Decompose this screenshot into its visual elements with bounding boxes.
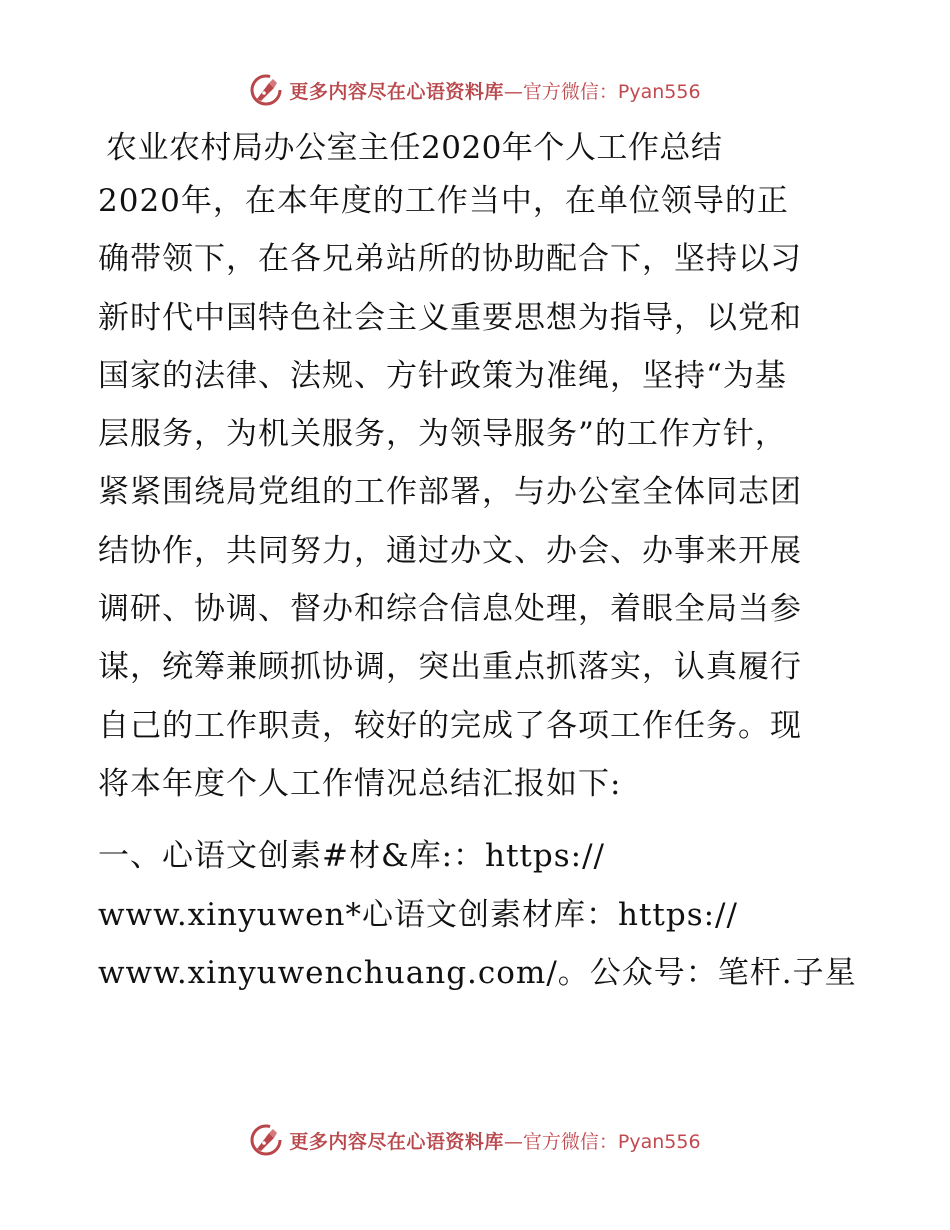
paragraph-line: 层服务，为机关服务，为领导服务”的工作方针， bbox=[98, 416, 787, 453]
section-line: www.xinyuwenchuang.com/。公众号：笔杆.子星 bbox=[98, 954, 857, 991]
pen-nib-logo-icon bbox=[249, 1123, 283, 1157]
paragraph-line: 将本年度个人工作情况总结汇报如下: bbox=[98, 765, 622, 802]
banner-site-text: 更多内容尽在心语资料库 bbox=[289, 80, 504, 103]
section-line: www.xinyuwen*心语文创素材库：https:// bbox=[98, 896, 738, 933]
document-body bbox=[98, 172, 858, 1002]
pen-nib-logo-icon bbox=[249, 73, 283, 107]
paragraph-line: 确带领下，在各兄弟站所的协助配合下，坚持以习 bbox=[98, 241, 802, 278]
paragraph-line: 新时代中国特色社会主义重要思想为指导，以党和 bbox=[98, 299, 802, 336]
paragraph-line: 国家的法律、法规、方针政策为准绳，坚持“为基 bbox=[98, 357, 787, 394]
paragraph-line: 自己的工作职责，较好的完成了各项工作任务。现 bbox=[98, 707, 802, 744]
paragraph-line: 紧紧围绕局党组的工作部署，与办公室全体同志团 bbox=[98, 474, 802, 511]
banner-site-text: 更多内容尽在心语资料库 bbox=[289, 1130, 504, 1153]
paragraph-line: 结协作，共同努力，通过办文、办会、办事来开展 bbox=[98, 532, 802, 569]
paragraph-line: 调研、协调、督办和综合信息处理，着眼全局当参 bbox=[98, 591, 802, 628]
paragraph-line: 谋，统筹兼顾抓协调，突出重点抓落实，认真履行 bbox=[98, 649, 802, 686]
footer-banner bbox=[0, 1120, 950, 1160]
document-title: 农业农村局办公室主任2020年个人工作总结 bbox=[106, 130, 723, 166]
section-heading-line: 一、心语文创素#材&库:：https:// bbox=[98, 838, 605, 875]
header-banner bbox=[0, 70, 950, 110]
banner-wechat-text: —官方微信：Pyan556 bbox=[503, 1130, 701, 1153]
paragraph-line: 2020年，在本年度的工作当中，在单位领导的正 bbox=[98, 183, 789, 219]
banner-wechat-text: —官方微信：Pyan556 bbox=[503, 80, 701, 103]
